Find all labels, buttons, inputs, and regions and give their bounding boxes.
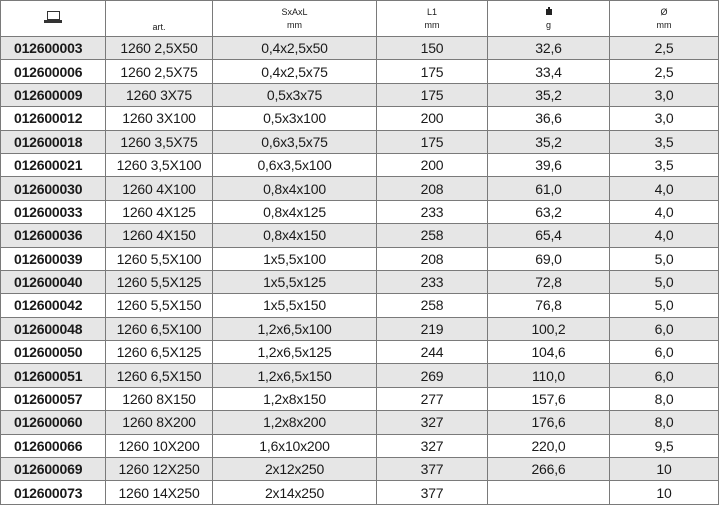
length-cell: 150 xyxy=(377,37,488,60)
weight-cell: 32,6 xyxy=(488,37,610,60)
diameter-cell: 4,0 xyxy=(610,200,719,223)
item-code-cell: 012600003 xyxy=(1,37,106,60)
table-row xyxy=(1,153,719,176)
weight-cell: 69,0 xyxy=(488,247,610,270)
weight-cell: 39,6 xyxy=(488,153,610,176)
article-cell: 1260 3,5X100 xyxy=(106,153,213,176)
article-cell: 1260 2,5X50 xyxy=(106,37,213,60)
item-code-cell: 012600066 xyxy=(1,434,106,457)
article-cell: 1260 10X200 xyxy=(106,434,213,457)
item-code-cell: 012600040 xyxy=(1,270,106,293)
weight-cell: 36,6 xyxy=(488,107,610,130)
diameter-cell: 8,0 xyxy=(610,411,719,434)
table-row xyxy=(1,200,719,223)
item-code-cell: 012600069 xyxy=(1,458,106,481)
item-code-cell: 012600057 xyxy=(1,387,106,410)
table-row xyxy=(1,270,719,293)
header-dimensions-unit: mm xyxy=(287,19,302,30)
header-length xyxy=(377,1,488,37)
weight-cell: 33,4 xyxy=(488,60,610,83)
weight-cell: 76,8 xyxy=(488,294,610,317)
table-row xyxy=(1,107,719,130)
dimensions-cell: 1x5,5x150 xyxy=(213,294,377,317)
header-art xyxy=(106,1,213,37)
diameter-cell: 3,0 xyxy=(610,107,719,130)
article-cell: 1260 5,5X150 xyxy=(106,294,213,317)
length-cell: 208 xyxy=(377,247,488,270)
table-row xyxy=(1,411,719,434)
table-row xyxy=(1,317,719,340)
article-cell: 1260 6,5X100 xyxy=(106,317,213,340)
table-row xyxy=(1,364,719,387)
item-code-cell: 012600060 xyxy=(1,411,106,434)
dimensions-cell: 1,2x6,5x100 xyxy=(213,317,377,340)
article-cell: 1260 2,5X75 xyxy=(106,60,213,83)
diameter-cell: 6,0 xyxy=(610,317,719,340)
dimensions-cell: 2x14x250 xyxy=(213,481,377,504)
length-cell: 377 xyxy=(377,458,488,481)
dimensions-cell: 1x5,5x125 xyxy=(213,270,377,293)
header-dimensions xyxy=(213,1,377,37)
length-cell: 244 xyxy=(377,341,488,364)
dimensions-cell: 1,6x10x200 xyxy=(213,434,377,457)
article-cell: 1260 8X200 xyxy=(106,411,213,434)
header-art-label: art. xyxy=(152,22,166,32)
diameter-cell: 4,0 xyxy=(610,224,719,247)
length-cell: 327 xyxy=(377,411,488,434)
item-code-cell: 012600021 xyxy=(1,153,106,176)
dimensions-cell: 1,2x6,5x125 xyxy=(213,341,377,364)
diameter-cell: 3,5 xyxy=(610,153,719,176)
table-row xyxy=(1,294,719,317)
dimensions-cell: 0,6x3,5x75 xyxy=(213,130,377,153)
article-cell: 1260 3X100 xyxy=(106,107,213,130)
table-header xyxy=(1,1,719,37)
weight-cell: 61,0 xyxy=(488,177,610,200)
dimensions-cell: 2x12x250 xyxy=(213,458,377,481)
weight-cell: 63,2 xyxy=(488,200,610,223)
weight-cell: 72,8 xyxy=(488,270,610,293)
article-cell: 1260 3,5X75 xyxy=(106,130,213,153)
item-code-cell: 012600018 xyxy=(1,130,106,153)
table-row xyxy=(1,458,719,481)
item-code-cell: 012600030 xyxy=(1,177,106,200)
table-row xyxy=(1,481,719,504)
table-row xyxy=(1,60,719,83)
weight-icon xyxy=(546,7,552,15)
article-cell: 1260 14X250 xyxy=(106,481,213,504)
weight-cell: 266,6 xyxy=(488,458,610,481)
length-cell: 175 xyxy=(377,83,488,106)
dimensions-cell: 0,8x4x150 xyxy=(213,224,377,247)
length-cell: 233 xyxy=(377,200,488,223)
article-cell: 1260 4X125 xyxy=(106,200,213,223)
item-code-cell: 012600048 xyxy=(1,317,106,340)
diameter-cell: 2,5 xyxy=(610,60,719,83)
weight-cell xyxy=(488,481,610,504)
article-cell: 1260 6,5X125 xyxy=(106,341,213,364)
length-cell: 258 xyxy=(377,294,488,317)
diameter-cell: 5,0 xyxy=(610,247,719,270)
item-code-cell: 012600033 xyxy=(1,200,106,223)
diameter-cell: 10 xyxy=(610,458,719,481)
item-code-cell: 012600073 xyxy=(1,481,106,504)
weight-cell: 100,2 xyxy=(488,317,610,340)
item-code-cell: 012600039 xyxy=(1,247,106,270)
diameter-cell: 9,5 xyxy=(610,434,719,457)
item-code-cell: 012600036 xyxy=(1,224,106,247)
weight-cell: 104,6 xyxy=(488,341,610,364)
header-length-unit: mm xyxy=(424,19,440,30)
diameter-cell: 6,0 xyxy=(610,341,719,364)
length-cell: 233 xyxy=(377,270,488,293)
item-code-cell: 012600009 xyxy=(1,83,106,106)
weight-cell: 220,0 xyxy=(488,434,610,457)
length-cell: 200 xyxy=(377,153,488,176)
length-cell: 377 xyxy=(377,481,488,504)
weight-cell: 157,6 xyxy=(488,387,610,410)
length-cell: 208 xyxy=(377,177,488,200)
diameter-cell: 6,0 xyxy=(610,364,719,387)
article-cell: 1260 4X150 xyxy=(106,224,213,247)
item-code-cell: 012600042 xyxy=(1,294,106,317)
table-row xyxy=(1,341,719,364)
length-cell: 175 xyxy=(377,130,488,153)
header-length-label: L1 xyxy=(426,6,437,17)
weight-cell: 65,4 xyxy=(488,224,610,247)
length-cell: 327 xyxy=(377,434,488,457)
item-code-cell: 012600051 xyxy=(1,364,106,387)
table-body xyxy=(1,37,719,505)
table-row xyxy=(1,434,719,457)
dimensions-cell: 0,5x3x75 xyxy=(213,83,377,106)
header-code xyxy=(1,1,106,37)
dimensions-cell: 1,2x6,5x150 xyxy=(213,364,377,387)
header-dimensions-label: SxAxL xyxy=(281,6,308,17)
dimensions-cell: 0,6x3,5x100 xyxy=(213,153,377,176)
table-row xyxy=(1,130,719,153)
diameter-cell: 3,0 xyxy=(610,83,719,106)
article-cell: 1260 5,5X100 xyxy=(106,247,213,270)
length-cell: 258 xyxy=(377,224,488,247)
header-diameter xyxy=(610,1,719,37)
article-cell: 1260 4X100 xyxy=(106,177,213,200)
diameter-cell: 3,5 xyxy=(610,130,719,153)
dimensions-cell: 0,8x4x125 xyxy=(213,200,377,223)
header-weight xyxy=(488,1,610,37)
diameter-cell: 5,0 xyxy=(610,294,719,317)
dimensions-cell: 0,5x3x100 xyxy=(213,107,377,130)
item-code-cell: 012600006 xyxy=(1,60,106,83)
table-row xyxy=(1,37,719,60)
table-row xyxy=(1,224,719,247)
header-weight-unit: g xyxy=(545,19,551,30)
dimensions-cell: 1x5,5x100 xyxy=(213,247,377,270)
dimensions-cell: 0,4x2,5x50 xyxy=(213,37,377,60)
table-row xyxy=(1,387,719,410)
computer-icon xyxy=(44,11,62,23)
length-cell: 219 xyxy=(377,317,488,340)
article-cell: 1260 3X75 xyxy=(106,83,213,106)
dimensions-cell: 1,2x8x200 xyxy=(213,411,377,434)
length-cell: 269 xyxy=(377,364,488,387)
dimensions-cell: 1,2x8x150 xyxy=(213,387,377,410)
header-row xyxy=(1,1,719,37)
table-row xyxy=(1,83,719,106)
header-diameter-label: Ø xyxy=(660,6,668,17)
diameter-cell: 10 xyxy=(610,481,719,504)
item-code-cell: 012600050 xyxy=(1,341,106,364)
weight-cell: 176,6 xyxy=(488,411,610,434)
weight-cell: 110,0 xyxy=(488,364,610,387)
article-cell: 1260 6,5X150 xyxy=(106,364,213,387)
length-cell: 175 xyxy=(377,60,488,83)
header-diameter-unit: mm xyxy=(656,19,672,30)
diameter-cell: 5,0 xyxy=(610,270,719,293)
weight-cell: 35,2 xyxy=(488,130,610,153)
table-row xyxy=(1,177,719,200)
diameter-cell: 2,5 xyxy=(610,37,719,60)
weight-cell: 35,2 xyxy=(488,83,610,106)
diameter-cell: 8,0 xyxy=(610,387,719,410)
article-cell: 1260 5,5X125 xyxy=(106,270,213,293)
item-code-cell: 012600012 xyxy=(1,107,106,130)
length-cell: 277 xyxy=(377,387,488,410)
table-row xyxy=(1,247,719,270)
diameter-cell: 4,0 xyxy=(610,177,719,200)
article-cell: 1260 12X250 xyxy=(106,458,213,481)
length-cell: 200 xyxy=(377,107,488,130)
article-cell: 1260 8X150 xyxy=(106,387,213,410)
dimensions-cell: 0,4x2,5x75 xyxy=(213,60,377,83)
dimensions-cell: 0,8x4x100 xyxy=(213,177,377,200)
